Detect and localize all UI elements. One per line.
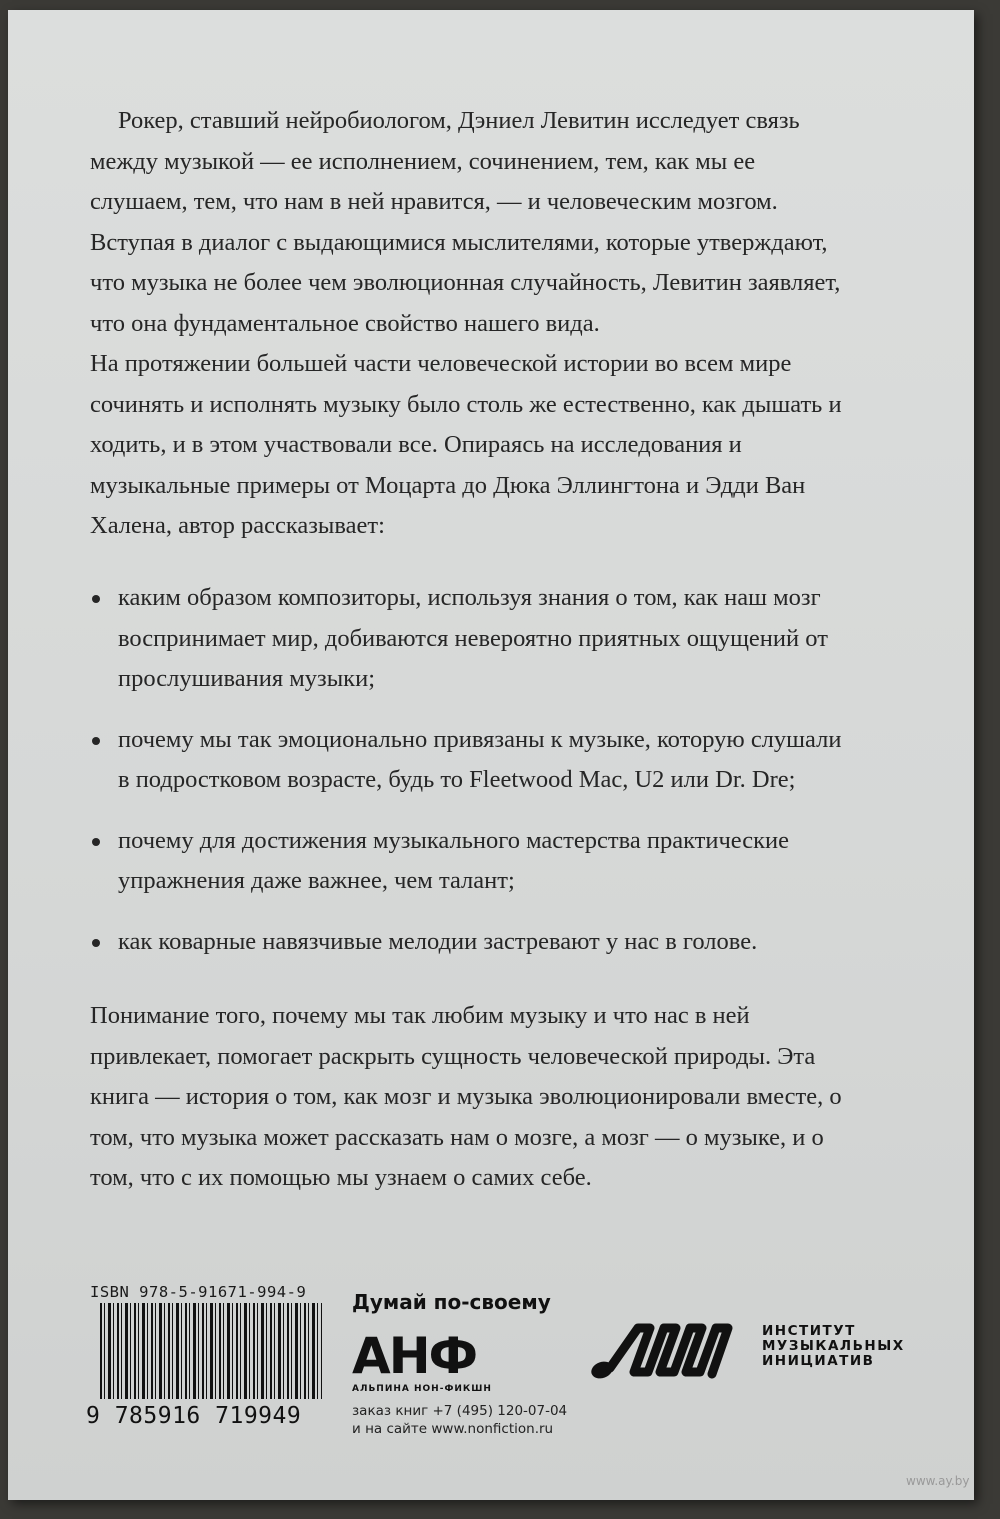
bullet-text: каким образом композиторы, используя знания о том, как наш мозг воспринимает мир, добиваются невероятно приятных ощущений от прослушивания музыки; (118, 584, 828, 692)
order-phone: заказ книг +7 (495) 120-07-04 (352, 1403, 568, 1419)
bullet-icon (92, 939, 100, 947)
list-item (90, 922, 850, 963)
order-info (352, 1402, 567, 1438)
bullet-icon (92, 838, 100, 846)
music-initiatives-logo-icon (590, 1320, 750, 1382)
partner-name-line: ИНСТИТУТ (762, 1323, 856, 1339)
bullet-text: почему мы так эмоционально привязаны к музыке, которую слушали в подростковом возрасте, будь то Fleetwood Mac, U2 или Dr. Dre; (118, 725, 842, 793)
conclusion-paragraph: Понимание того, почему мы так любим музыку и что нас в ней привлекает, помогает раскрыть сущность человеческой природы. Эта книга — история о том, как мозг и музыка эволюционировали вместе, о том, что музыка может рассказать нам о мозге, а мозг — о музыке, и о том, что с их помощью мы узнаем о самих себе. (90, 1002, 842, 1191)
list-item (90, 720, 850, 801)
isbn-label: ISBN 978-5-91671-994-9 (90, 1283, 307, 1301)
intro-paragraph: Рокер, ставший нейробиологом, Дэниел Левитин исследует связь между музыкой — ее исполнением, сочинением, тем, как мы ее слушаем, тем, что нам в ней нравится, — и человеческим мозгом. Вступая в диалог с выдающимися мыслителями, которые утверждают, что музыка не более чем эволюционная случайность, Левитин заявляет, что она фундаментальное свойство нашего вида. (90, 107, 841, 337)
bullet-text: как коварные навязчивые мелодии застревают у нас в голове. (118, 927, 758, 955)
publisher-name: АЛЬПИНА НОН-ФИКШН (352, 1384, 492, 1394)
list-item (90, 578, 850, 700)
watermark: www.ay.by (906, 1474, 970, 1488)
bullet-text: почему для достижения музыкального мастерства практические упражнения даже важнее, чем талант; (118, 826, 790, 894)
publisher-slogan: Думай по-своему (352, 1290, 551, 1314)
publisher-logo: АНФ (352, 1327, 477, 1385)
barcode-digits: 9 785916 719949 (86, 1403, 302, 1429)
bullet-icon (92, 595, 100, 603)
barcode-icon (100, 1303, 322, 1399)
history-paragraph: На протяжении большей части человеческой истории во всем мире сочинять и исполнять музыку было столь же естественно, как дышать и ходить, и в этом участвовали все. Опираясь на исследования и музыкальные примеры от Моцарта до Дюка Эллингтона и Эдди Ван Халена, автор рассказывает: (90, 350, 842, 539)
bullet-icon (92, 737, 100, 745)
order-site: и на сайте www.nonfiction.ru (352, 1421, 554, 1437)
partner-name (762, 1324, 905, 1369)
partner-name-line: МУЗЫКАЛЬНЫХ (762, 1338, 905, 1354)
list-item (90, 821, 850, 902)
partner-name-line: ИНИЦИАТИВ (762, 1353, 875, 1369)
bullet-list (90, 578, 850, 982)
